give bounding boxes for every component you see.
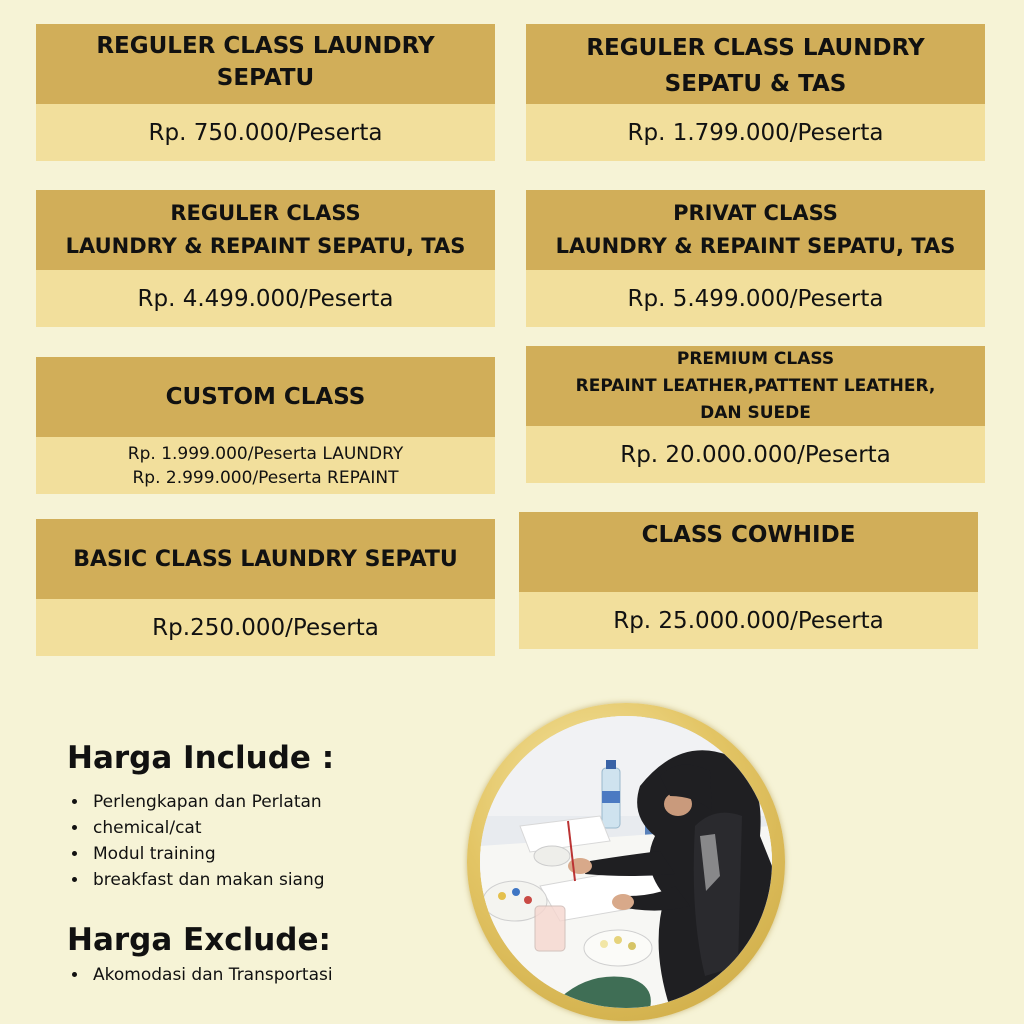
card-price-line: Rp. 4.499.000/Peserta	[137, 285, 394, 312]
card-reguler-laundry-sepatu-tas	[526, 24, 985, 161]
card-title-line: PRIVAT CLASS	[673, 201, 838, 225]
list-item: • Modul training	[89, 841, 325, 867]
card-premium-class	[526, 346, 985, 483]
list-item: • breakfast dan makan siang	[89, 867, 325, 893]
card-price-line: Rp. 20.000.000/Peserta	[620, 441, 891, 468]
card-reguler-laundry-repaint	[36, 190, 495, 327]
card-privat-laundry-repaint	[526, 190, 985, 327]
card-price	[519, 592, 978, 649]
card-price	[36, 437, 495, 494]
card-title	[36, 519, 495, 599]
card-title-line: LAUNDRY & REPAINT SEPATU, TAS	[65, 234, 466, 258]
card-title-line: REGULER CLASS	[170, 201, 361, 225]
card-title-line: REPAINT LEATHER,PATTENT LEATHER,	[575, 375, 936, 396]
card-title-line: REGULER CLASS LAUNDRY	[586, 35, 925, 61]
card-title-line: SEPATU	[216, 65, 315, 91]
list-item: • chemical/cat	[89, 815, 325, 841]
card-price	[526, 104, 985, 161]
card-class-cowhide	[519, 512, 978, 649]
include-list	[67, 789, 325, 893]
card-price-line: Rp. 25.000.000/Peserta	[613, 607, 884, 634]
card-basic-laundry-sepatu	[36, 519, 495, 656]
card-title-line: CUSTOM CLASS	[165, 384, 366, 410]
card-price-line: Rp. 1.799.000/Peserta	[627, 119, 884, 146]
card-price	[36, 270, 495, 327]
card-reguler-laundry-sepatu	[36, 24, 495, 161]
card-title-line: REGULER CLASS LAUNDRY	[96, 33, 435, 59]
workshop-illustration	[480, 716, 772, 1008]
list-item: • Perlengkapan dan Perlatan	[89, 789, 325, 815]
card-price-line: Rp. 2.999.000/Peserta REPAINT	[132, 467, 399, 488]
card-title	[526, 190, 985, 270]
include-title: Harga Include :	[67, 740, 335, 776]
card-title-line: BASIC CLASS LAUNDRY SEPATU	[73, 546, 458, 572]
card-price	[36, 599, 495, 656]
card-title	[36, 24, 495, 104]
card-price-line: Rp. 1.999.000/Peserta LAUNDRY	[127, 443, 404, 464]
card-price	[526, 270, 985, 327]
card-title	[36, 357, 495, 437]
card-price-line: Rp. 750.000/Peserta	[148, 119, 383, 146]
card-price-line: Rp.250.000/Peserta	[152, 614, 379, 641]
card-title	[36, 190, 495, 270]
card-price	[526, 426, 985, 483]
card-title-line: SEPATU & TAS	[664, 71, 847, 97]
card-title	[526, 346, 985, 426]
card-title-line: PREMIUM CLASS	[676, 348, 835, 369]
card-title-line: DAN SUEDE	[700, 402, 811, 423]
card-title-line: CLASS COWHIDE	[641, 522, 856, 548]
card-title	[519, 512, 978, 592]
card-title	[526, 24, 985, 104]
workshop-photo	[480, 716, 772, 1008]
card-title-line: LAUNDRY & REPAINT SEPATU, TAS	[555, 234, 956, 258]
card-custom-class	[36, 357, 495, 494]
list-item: • Akomodasi dan Transportasi	[89, 962, 333, 988]
card-price-line: Rp. 5.499.000/Peserta	[627, 285, 884, 312]
exclude-list	[67, 962, 333, 988]
exclude-title: Harga Exclude:	[67, 922, 331, 958]
card-price	[36, 104, 495, 161]
